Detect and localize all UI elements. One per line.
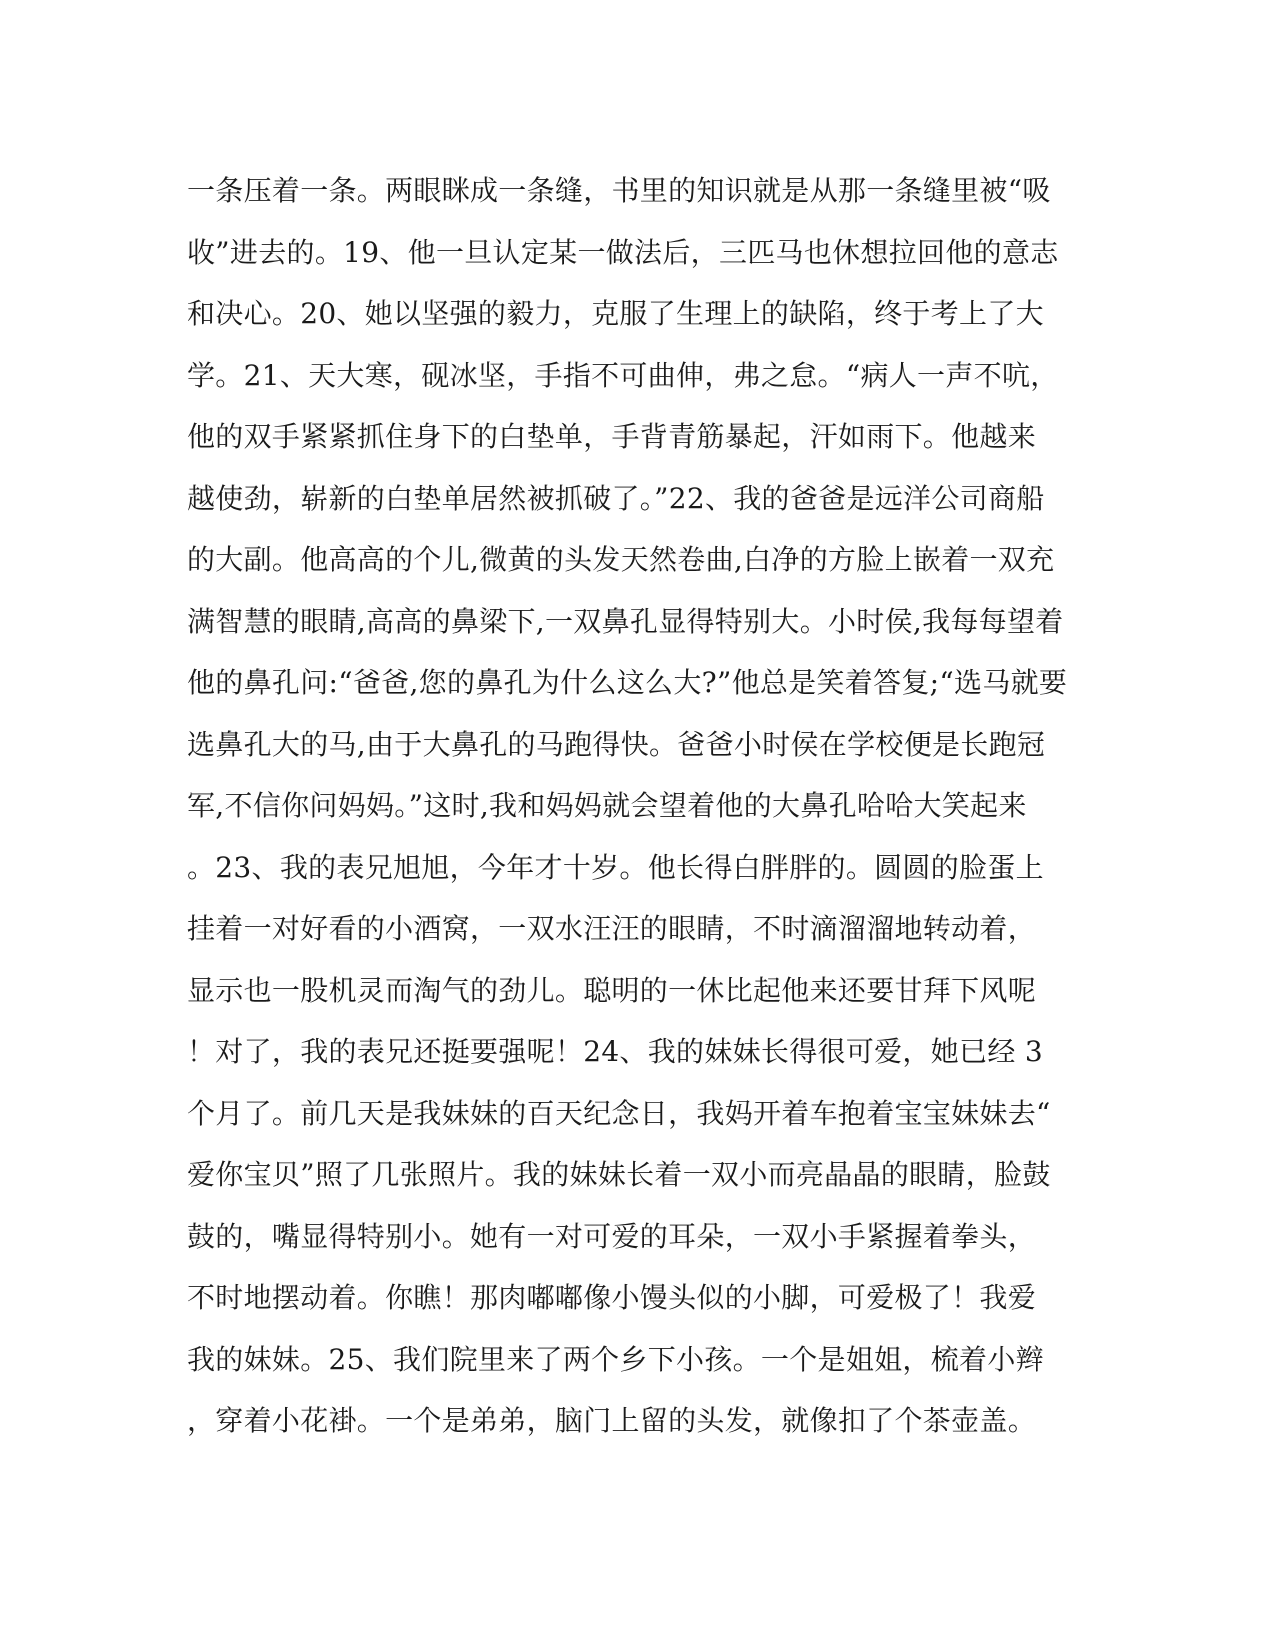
text-line: 收”进去的。19、他一旦认定某一做法后，三匹马也休想拉回他的意志	[187, 235, 1059, 269]
text-line: 满智慧的眼睛,高高的鼻梁下,一双鼻孔显得特别大。小时侯,我每每望着	[187, 604, 1064, 638]
text-line: 军,不信你问妈妈。”这时,我和妈妈就会望着他的大鼻孔哈哈大笑起来	[187, 789, 1027, 822]
text-line: 选鼻孔大的马,由于大鼻孔的马跑得快。爸爸小时侯在学校便是长跑冠	[187, 727, 1046, 761]
text-line: 的大副。他高高的个儿,微黄的头发天然卷曲,白净的方脸上嵌着一双充	[187, 543, 1055, 576]
text-line: 不时地摆动着。你瞧！那肉嘟嘟像小馒头似的小脚，可爱极了！我爱	[187, 1281, 1037, 1314]
text-line: 。23、我的表兄旭旭，今年才十岁。他长得白胖胖的。圆圆的脸蛋上	[187, 850, 1044, 884]
body-text	[187, 160, 1087, 1452]
text-line: 越使劲，崭新的白垫单居然被抓破了。”22、我的爸爸是远洋公司商船	[187, 481, 1045, 515]
text-line: 鼓的，嘴显得特别小。她有一对可爱的耳朵，一双小手紧握着拳头，	[187, 1219, 1037, 1253]
text-line: 爱你宝贝”照了几张照片。我的妹妹长着一双小而亮晶晶的眼睛，脸鼓	[187, 1158, 1051, 1191]
text-line: 个月了。前几天是我妹妹的百天纪念日，我妈开着车抱着宝宝妹妹去“	[187, 1096, 1051, 1130]
text-line: 他的鼻孔问:“爸爸,您的鼻孔为什么这么大?”他总是笑着答复;“选马就要	[187, 666, 1068, 699]
text-line: 显示也一股机灵而淘气的劲儿。聪明的一休比起他来还要甘拜下风呢	[187, 973, 1037, 1007]
text-line: 他的双手紧紧抓住身下的白垫单，手背青筋暴起，汗如雨下。他越来	[187, 420, 1037, 453]
text-line: 学。21、天大寒，砚冰坚，手指不可曲伸，弗之怠。“病人一声不吭，	[187, 358, 1059, 392]
text-line: 我的妹妹。25、我们院里来了两个乡下小孩。一个是姐姐，梳着小辫	[187, 1342, 1044, 1376]
text-line: 挂着一对好看的小酒窝，一双水汪汪的眼睛，不时滴溜溜地转动着，	[187, 912, 1037, 945]
text-line: ，穿着小花褂。一个是弟弟，脑门上留的头发，就像扣了个茶壶盖。	[187, 1404, 1037, 1437]
text-line: ！对了，我的表兄还挺要强呢！24、我的妹妹长得很可爱，她已经 3	[187, 1035, 1043, 1068]
text-line: 和决心。20、她以坚强的毅力，克服了生理上的缺陷，终于考上了大	[187, 297, 1044, 330]
text-line: 一条压着一条。两眼眯成一条缝，书里的知识就是从那一条缝里被“吸	[187, 174, 1051, 207]
